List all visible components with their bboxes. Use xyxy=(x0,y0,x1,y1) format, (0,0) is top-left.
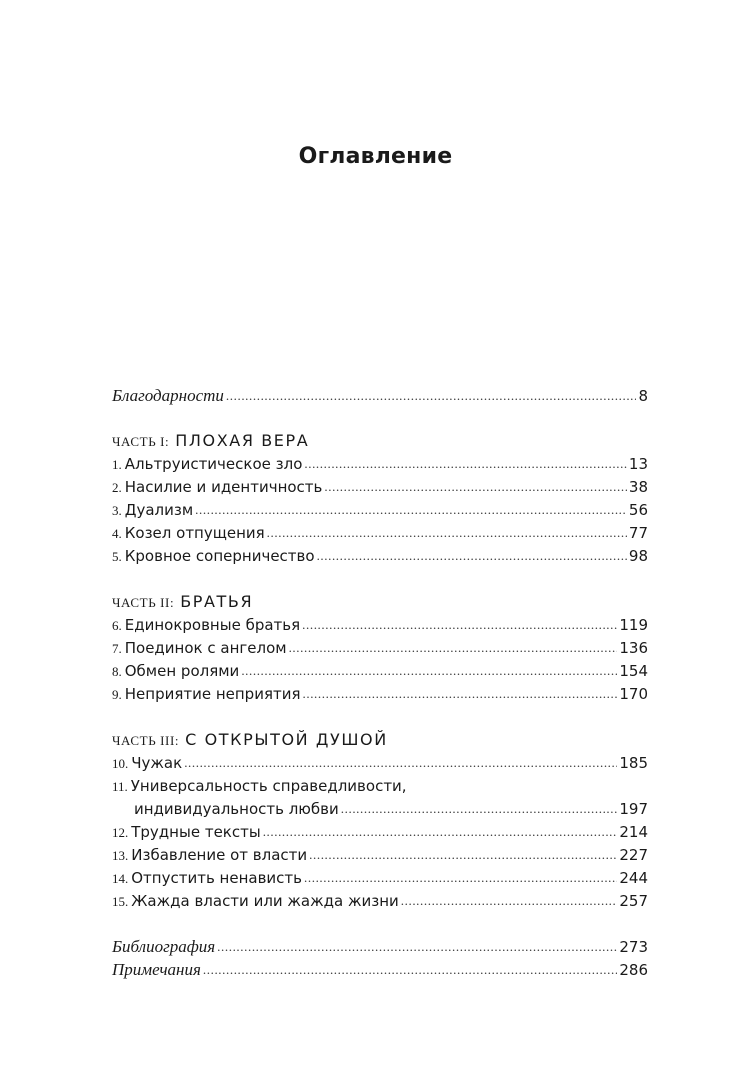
toc-entry[interactable] xyxy=(112,867,648,890)
toc-entry[interactable] xyxy=(112,545,648,568)
part-label: ЧАСТЬ I: xyxy=(112,434,170,449)
toc-entry[interactable] xyxy=(112,637,648,660)
leader-dots xyxy=(289,636,618,659)
toc-entry[interactable] xyxy=(112,476,648,499)
toc-page-number: 257 xyxy=(619,892,648,910)
leader-dots xyxy=(324,475,627,498)
toc-entry[interactable] xyxy=(112,660,648,683)
chapter-title: Универсальность справедливости, xyxy=(130,777,407,795)
chapter-title: Жажда власти или жажда жизни xyxy=(131,892,399,910)
leader-dots xyxy=(309,843,617,866)
chapter-number: 6. xyxy=(112,618,122,633)
leader-dots xyxy=(401,889,618,912)
leader-dots xyxy=(267,521,627,544)
toc-page-number: 136 xyxy=(619,639,648,657)
leader-dots xyxy=(184,751,617,774)
toc-page-number: 197 xyxy=(619,800,648,818)
part-label: ЧАСТЬ III: xyxy=(112,733,180,748)
toc-page-number: 13 xyxy=(628,455,648,473)
toc-page-number: 56 xyxy=(628,501,648,519)
leader-dots xyxy=(304,866,617,889)
chapter-title: Обмен ролями xyxy=(124,662,240,680)
chapter-title: Кровное соперничество xyxy=(124,547,315,565)
chapter-title: Козел отпущения xyxy=(124,524,265,542)
page-title: Оглавление xyxy=(298,144,453,169)
leader-dots xyxy=(302,613,617,636)
chapter-title-continuation: индивидуальность любви xyxy=(134,800,339,818)
toc-entry[interactable] xyxy=(112,844,648,867)
part-label: ЧАСТЬ II: xyxy=(112,595,175,610)
toc-entry[interactable] xyxy=(112,821,648,844)
chapter-number: 8. xyxy=(112,664,122,679)
toc-entry-notes[interactable] xyxy=(112,958,648,981)
chapter-title: Поединок с ангелом xyxy=(124,639,287,657)
chapter-number: 3. xyxy=(112,503,122,518)
toc-entry-bibliography[interactable] xyxy=(112,935,648,958)
toc-entry-acknowledgements[interactable] xyxy=(112,384,648,407)
toc-entry[interactable] xyxy=(112,683,648,706)
leader-dots xyxy=(241,659,617,682)
toc-page-number: 185 xyxy=(619,754,648,772)
chapter-title: Отпустить ненависть xyxy=(131,869,303,887)
leader-dots xyxy=(195,498,627,521)
toc-page-number: 119 xyxy=(619,616,648,634)
chapter-number: 12. xyxy=(112,825,129,840)
part-heading-1 xyxy=(112,429,648,453)
toc-page-number: 77 xyxy=(628,524,648,542)
toc-page-number: 244 xyxy=(619,869,648,887)
toc-page-number: 227 xyxy=(619,846,648,864)
toc-entry[interactable] xyxy=(112,499,648,522)
toc-page-number: 170 xyxy=(619,685,648,703)
chapter-number: 10. xyxy=(112,756,129,771)
chapter-title: Трудные тексты xyxy=(131,823,261,841)
toc-entry[interactable] xyxy=(112,614,648,637)
part-name: С ОТКРЫТОЙ ДУШОЙ xyxy=(185,730,388,749)
chapter-number: 14. xyxy=(112,871,129,886)
toc-page-number: 38 xyxy=(628,478,648,496)
leader-dots xyxy=(217,935,617,958)
leader-dots xyxy=(317,544,627,567)
chapter-title: Единокровные братья xyxy=(124,616,301,634)
toc-page-number: 8 xyxy=(638,387,648,405)
toc-entry-title: Библиография xyxy=(112,937,216,956)
chapter-number: 11. xyxy=(112,779,128,794)
part-name: БРАТЬЯ xyxy=(180,592,254,611)
toc-entry-continuation[interactable] xyxy=(112,798,648,821)
toc-entry[interactable] xyxy=(112,890,648,913)
chapter-title: Чужак xyxy=(131,754,183,772)
leader-dots xyxy=(341,797,618,820)
leader-dots xyxy=(203,958,617,981)
toc-entry[interactable] xyxy=(112,453,648,476)
chapter-number: 2. xyxy=(112,480,122,495)
chapter-number: 9. xyxy=(112,687,122,702)
toc-entry-title: Благодарности xyxy=(112,386,224,405)
part-name: ПЛОХАЯ ВЕРА xyxy=(175,431,310,450)
chapter-title: Неприятие неприятия xyxy=(124,685,301,703)
chapter-title: Насилие и идентичность xyxy=(124,478,323,496)
part-heading-2 xyxy=(112,590,648,614)
toc-page-number: 98 xyxy=(628,547,648,565)
chapter-number: 1. xyxy=(112,457,122,472)
chapter-number: 5. xyxy=(112,549,122,564)
chapter-title: Дуализм xyxy=(124,501,194,519)
toc-page-number: 273 xyxy=(619,938,648,956)
chapter-title: Избавление от власти xyxy=(131,846,308,864)
leader-dots xyxy=(226,384,637,407)
leader-dots xyxy=(304,452,627,475)
chapter-title: Альтруистическое зло xyxy=(124,455,303,473)
chapter-number: 15. xyxy=(112,894,129,909)
table-of-contents xyxy=(112,384,648,981)
toc-page-number: 154 xyxy=(619,662,648,680)
toc-page-number: 286 xyxy=(619,961,648,979)
toc-entry[interactable] xyxy=(112,775,648,798)
toc-page-number: 214 xyxy=(619,823,648,841)
leader-dots xyxy=(263,820,618,843)
chapter-number: 7. xyxy=(112,641,122,656)
chapter-number: 4. xyxy=(112,526,122,541)
part-heading-3 xyxy=(112,728,648,752)
leader-dots xyxy=(303,682,618,705)
chapter-number: 13. xyxy=(112,848,129,863)
toc-entry-title: Примечания xyxy=(112,960,201,979)
toc-entry[interactable] xyxy=(112,522,648,545)
toc-entry[interactable] xyxy=(112,752,648,775)
